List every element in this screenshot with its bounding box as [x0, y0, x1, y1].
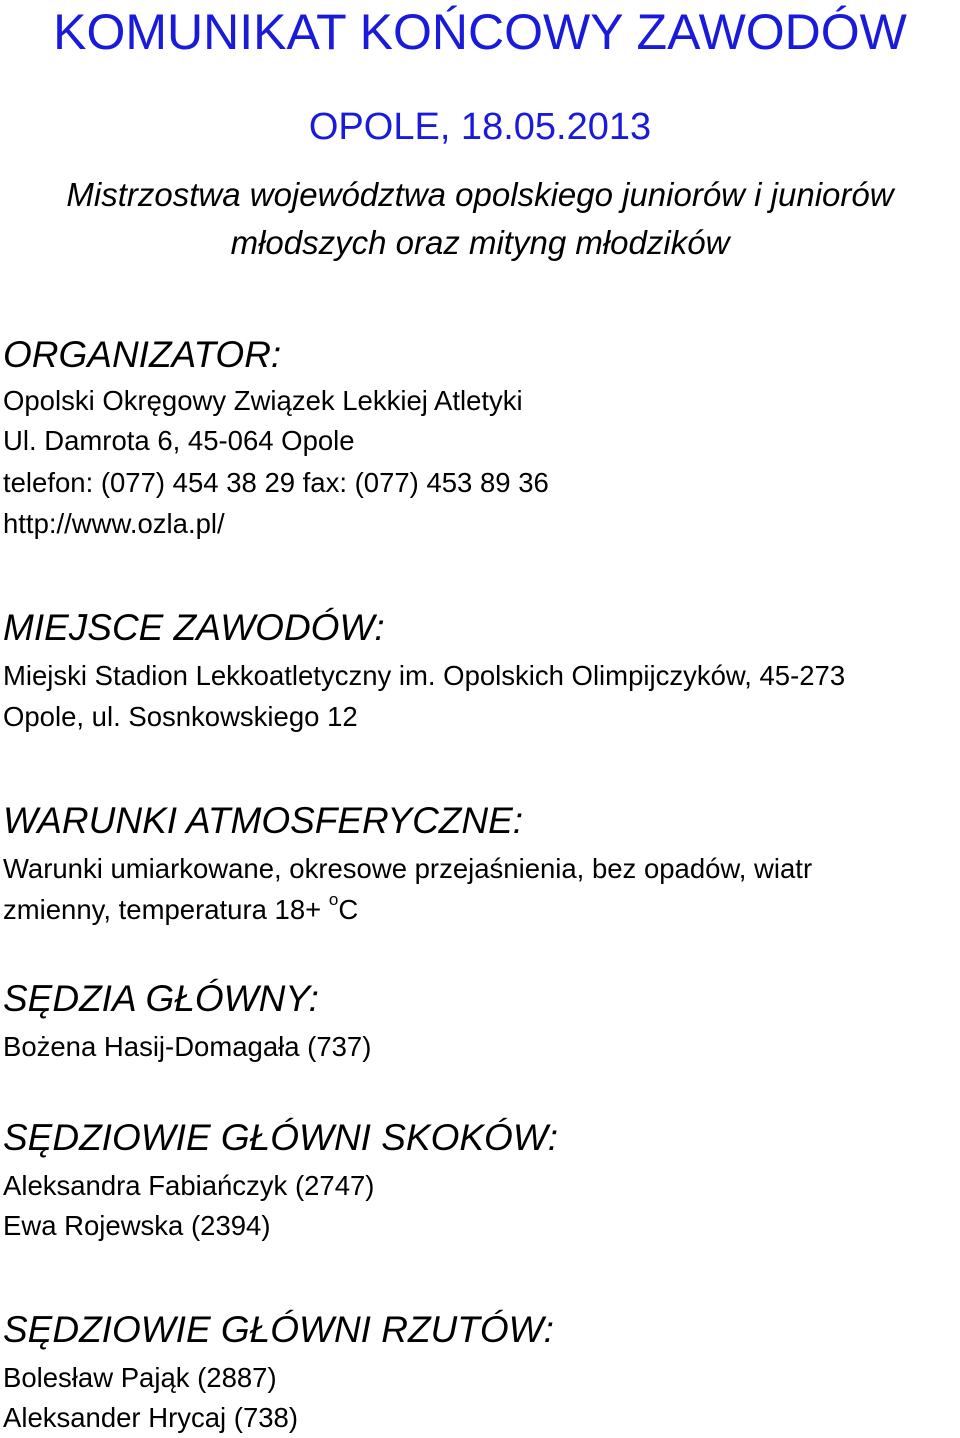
event-date: OPOLE, 18.05.2013 [308, 106, 652, 148]
venue-line-2: Opole, ul. Sosnkowskiego 12 [3, 701, 358, 732]
chief-judge-name: Bożena Hasij-Domagała (737) [3, 1031, 372, 1062]
chief-judge-heading: SĘDZIA GŁÓWNY: [3, 978, 319, 1019]
event-subtitle-line-1: Mistrzostwa województwa opolskiego juniorów i juniorów [66, 176, 894, 213]
organizer-website[interactable]: http://www.ozla.pl/ [3, 508, 225, 539]
event-subtitle-line-2: młodszych oraz mityng młodzików [230, 224, 730, 261]
venue-heading: MIEJSCE ZAWODÓW: [3, 607, 385, 648]
jump-judges-heading: SĘDZIOWIE GŁÓWNI SKOKÓW: [3, 1117, 559, 1158]
organizer-name: Opolski Okręgowy Związek Lekkiej Atletyki [3, 385, 523, 416]
degree-symbol: o [328, 890, 339, 909]
weather-heading: WARUNKI ATMOSFERYCZNE: [3, 800, 524, 841]
throw-judge-name-2: Aleksander Hrycaj (738) [3, 1402, 298, 1433]
throw-judges-heading: SĘDZIOWIE GŁÓWNI RZUTÓW: [3, 1309, 554, 1350]
organizer-phone: telefon: (077) 454 38 29 fax: (077) 453 89 36 [3, 467, 549, 498]
weather-line-2 [3, 890, 358, 930]
jump-judge-name-1: Aleksandra Fabiańczyk (2747) [3, 1170, 375, 1201]
weather-temperature-text: zmienny, temperatura 18+ [3, 894, 329, 925]
venue-line-1: Miejski Stadion Lekkoatletyczny im. Opolskich Olimpijczyków, 45-273 [3, 660, 846, 691]
weather-line-1: Warunki umiarkowane, okresowe przejaśnienia, bez opadów, wiatr [3, 853, 813, 884]
throw-judge-name-1: Bolesław Pająk (2887) [3, 1362, 277, 1393]
jump-judge-name-2: Ewa Rojewska (2394) [3, 1210, 271, 1241]
temperature-unit: C [338, 894, 359, 925]
organizer-heading: ORGANIZATOR: [3, 334, 282, 375]
document-title: KOMUNIKAT KOŃCOWY ZAWODÓW [53, 4, 907, 60]
organizer-address: Ul. Damrota 6, 45-064 Opole [3, 425, 355, 456]
